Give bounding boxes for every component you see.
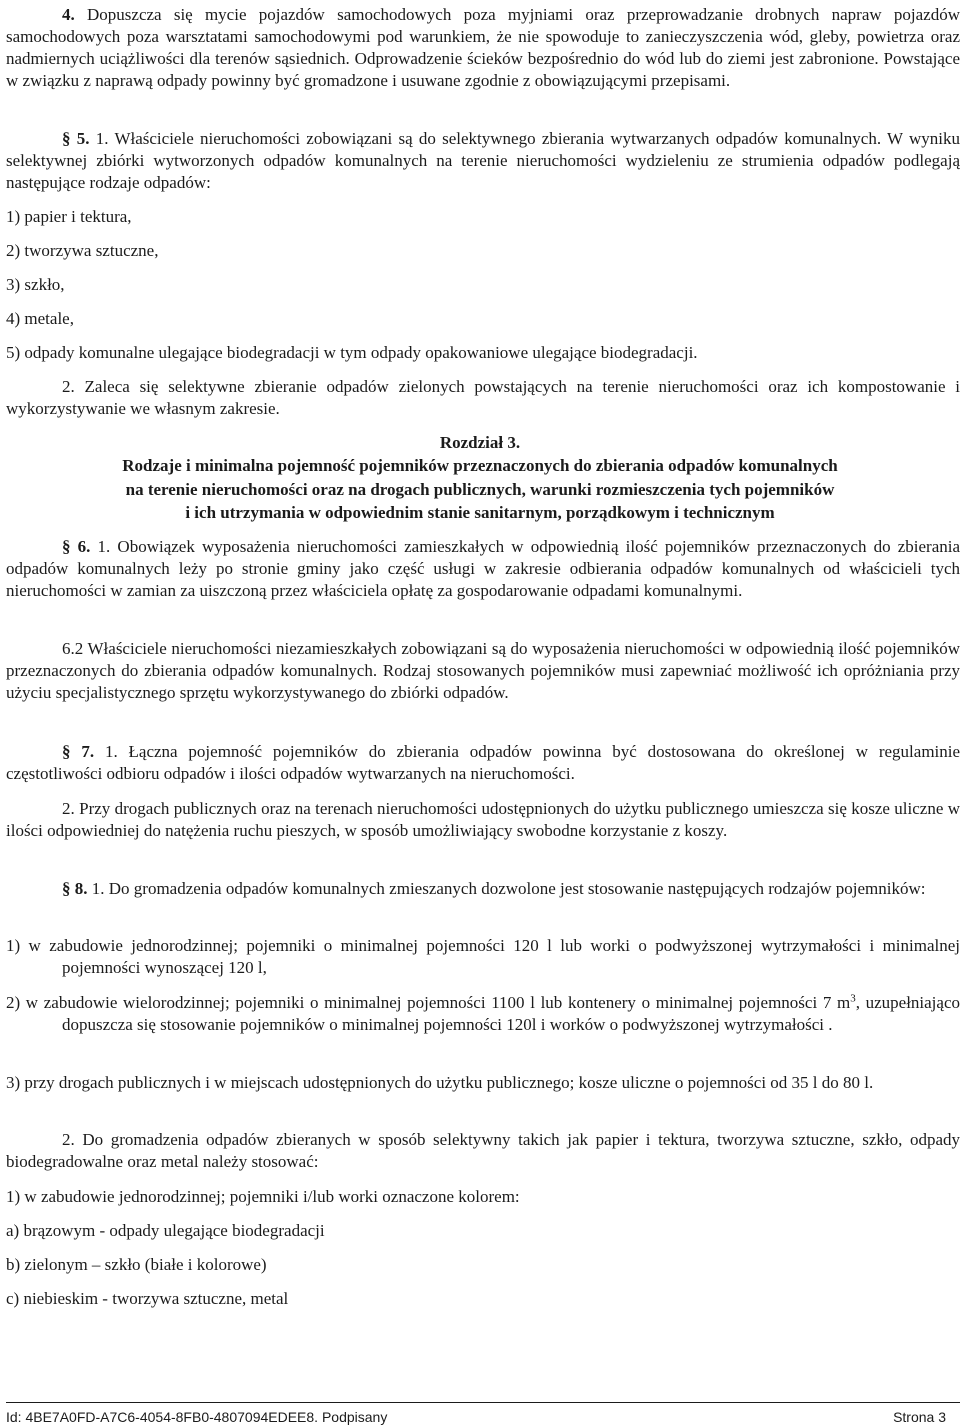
section-6-point-1-text: Obowiązek wyposażenia nieruchomości zamieszkałych w odpowiednią ilość pojemników przeznaczonych do zbierania odpadów komunalnych leży po stronie gminy jako część usługi w zakresie odbierania odpadów komunalnych od właścicieli tych nieruchomości w zamian za uiszczoną przez właściciela opłatę za gospodarowanie odpadami komunalnymi.: [6, 537, 960, 600]
footer-divider: [6, 1402, 960, 1403]
section-7-point-1-text: Łączna pojemność pojemników do zbierania odpadów powinna być dostosowana do określonej w regulaminie częstotliwości odbioru odpadów i ilości odpadów wytwarzanych na nieruchomości.: [6, 742, 960, 783]
section-5-point-1-text: Właściciele nieruchomości zobowiązani są do selektywnego zbierania wytwarzanych odpadów komunalnych. W wyniku selektywnej zbiórki wytworzonych odpadów komunalnych na terenie nieruchomości wydzieleniu ze strumienia odpadów podlegają następujące rodzaje odpadów:: [6, 129, 960, 192]
list-item: 4) metale,: [6, 309, 74, 328]
list-item: 1) papier i tektura,: [6, 207, 132, 226]
section-5-paragraph-1: [6, 128, 960, 194]
section-6-number: § 6.: [62, 537, 91, 556]
section-8-paragraph-1: [6, 878, 960, 900]
chapter-heading-line: i ich utrzymania w odpowiednim stanie sanitarnym, porządkowym i technicznym: [185, 503, 775, 522]
section-5-paragraph-2: [6, 376, 960, 420]
section-8-point-2-text: Do gromadzenia odpadów zbieranych w sposób selektywny takich jak papier i tektura, tworzywa sztuczne, szkło, odpady biodegradowalne oraz metal należy stosować:: [6, 1130, 960, 1171]
section-7-point-2-number: 2.: [62, 799, 75, 818]
list-item-text: 2) w zabudowie wielorodzinnej; pojemniki o minimalnej pojemności 1100 l lub kontenery o minimalnej pojemności 7 m: [6, 993, 851, 1012]
section-8-point-2-number: 2.: [62, 1130, 75, 1149]
chapter-heading-line: na terenie nieruchomości oraz na drogach publicznych, warunki rozmieszczenia tych pojemników: [125, 480, 835, 499]
list-item: b) zielonym – szkło (białe i kolorowe): [6, 1255, 267, 1274]
list-item: 1) w zabudowie jednorodzinnej; pojemniki o minimalnej pojemności 120 l lub worki o podwyższonej wytrzymałości i minimalnej pojemności wynoszącej 120 l,: [6, 936, 960, 977]
section-8-point-1-text: Do gromadzenia odpadów komunalnych zmieszanych dozwolone jest stosowanie następujących rodzajów pojemników:: [108, 879, 926, 898]
section-8-number: § 8.: [62, 879, 88, 898]
section-7-paragraph-1: [6, 741, 960, 785]
list-item: 2) tworzywa sztuczne,: [6, 241, 159, 260]
document-id: Id: 4BE7A0FD-A7C6-4054-8FB0-4807094EDEE8. Podpisany: [6, 1409, 388, 1425]
section-5-point-2-number: 2.: [62, 377, 75, 396]
page-number: Strona 3: [893, 1409, 946, 1425]
section-8-paragraph-2: [6, 1129, 960, 1173]
list-item: 3) szkło,: [6, 275, 65, 294]
list-item: 1) w zabudowie jednorodzinnej; pojemniki i/lub worki oznaczone kolorem:: [6, 1187, 520, 1206]
list-item: 3) przy drogach publicznych i w miejscach udostępnionych do użytku publicznego; kosze uliczne o pojemności od 35 l do 80 l.: [6, 1073, 874, 1092]
list-item-text-rest: , uzupełniająco dopuszcza się stosowanie pojemników o minimalnej pojemności 120l i worków o podwyższonej wytrzymałości .: [62, 993, 960, 1034]
list-item: [6, 992, 960, 1036]
list-item: c) niebieskim - tworzywa sztuczne, metal: [6, 1289, 289, 1308]
list-item: 5) odpady komunalne ulegające biodegradacji w tym odpady opakowaniowe ulegające biodegradacji.: [6, 343, 698, 362]
section-5-point-1-number: 1.: [95, 129, 109, 148]
section-6-paragraph-2: 6.2 Właściciele nieruchomości niezamieszkałych zobowiązani są do wyposażenia nieruchomości w odpowiednią ilość pojemników przeznaczonych do zbierania odpadów komunalnych. Rodzaj stosowanych pojemników musi zapewniać możliwość ich opróżniania przy użyciu specjalistycznego sprzętu wykorzystywanego do zbiórki odpadów.: [6, 639, 960, 702]
section-4-number: 4.: [62, 5, 75, 24]
section-4-text: Dopuszcza się mycie pojazdów samochodowych poza myjniami oraz przeprowadzanie drobnych napraw pojazdów samochodowych poza warsztatami samochodowymi pod warunkiem, że nie spowoduje to zanieczyszczenia wód, gleby, powietrza oraz nadmiernych uciążliwości dla terenów sąsiednich. Odprowadzenie ścieków bezpośrednio do wód lub do ziemi jest zabronione. Powstające w związku z naprawą odpady powinny być gromadzone i usuwane zgodnie z obowiązującymi przepisami.: [6, 5, 960, 90]
section-6-point-1-number: 1.: [97, 537, 111, 556]
section-5-point-2-text: Zaleca się selektywne zbieranie odpadów zielonych powstających na terenie nieruchomości oraz ich kompostowanie i wykorzystywanie we własnym zakresie.: [6, 377, 960, 418]
section-8-point-1-number: 1.: [91, 879, 105, 898]
section-7-point-1-number: 1.: [104, 742, 118, 761]
chapter-heading-line: Rodzaje i minimalna pojemność pojemników przeznaczonych do zbierania odpadów komunalnych: [122, 456, 838, 475]
chapter-title: Rozdział 3.: [439, 433, 521, 452]
list-item: a) brązowym - odpady ulegające biodegradacji: [6, 1221, 325, 1240]
section-6-paragraph-1: [6, 536, 960, 602]
section-5-number: § 5.: [62, 129, 90, 148]
section-4-paragraph: [6, 4, 960, 92]
section-7-number: § 7.: [62, 742, 95, 761]
section-7-paragraph-2: [6, 798, 960, 842]
superscript: 3: [850, 992, 856, 1005]
section-7-point-2-text: Przy drogach publicznych oraz na terenach nieruchomości udostępnionych do użytku publicznego umieszcza się kosze uliczne w ilości odpowiedniej do natężenia ruchu pieszych, w sposób umożliwiający swobodne korzystanie z koszy.: [6, 799, 960, 840]
